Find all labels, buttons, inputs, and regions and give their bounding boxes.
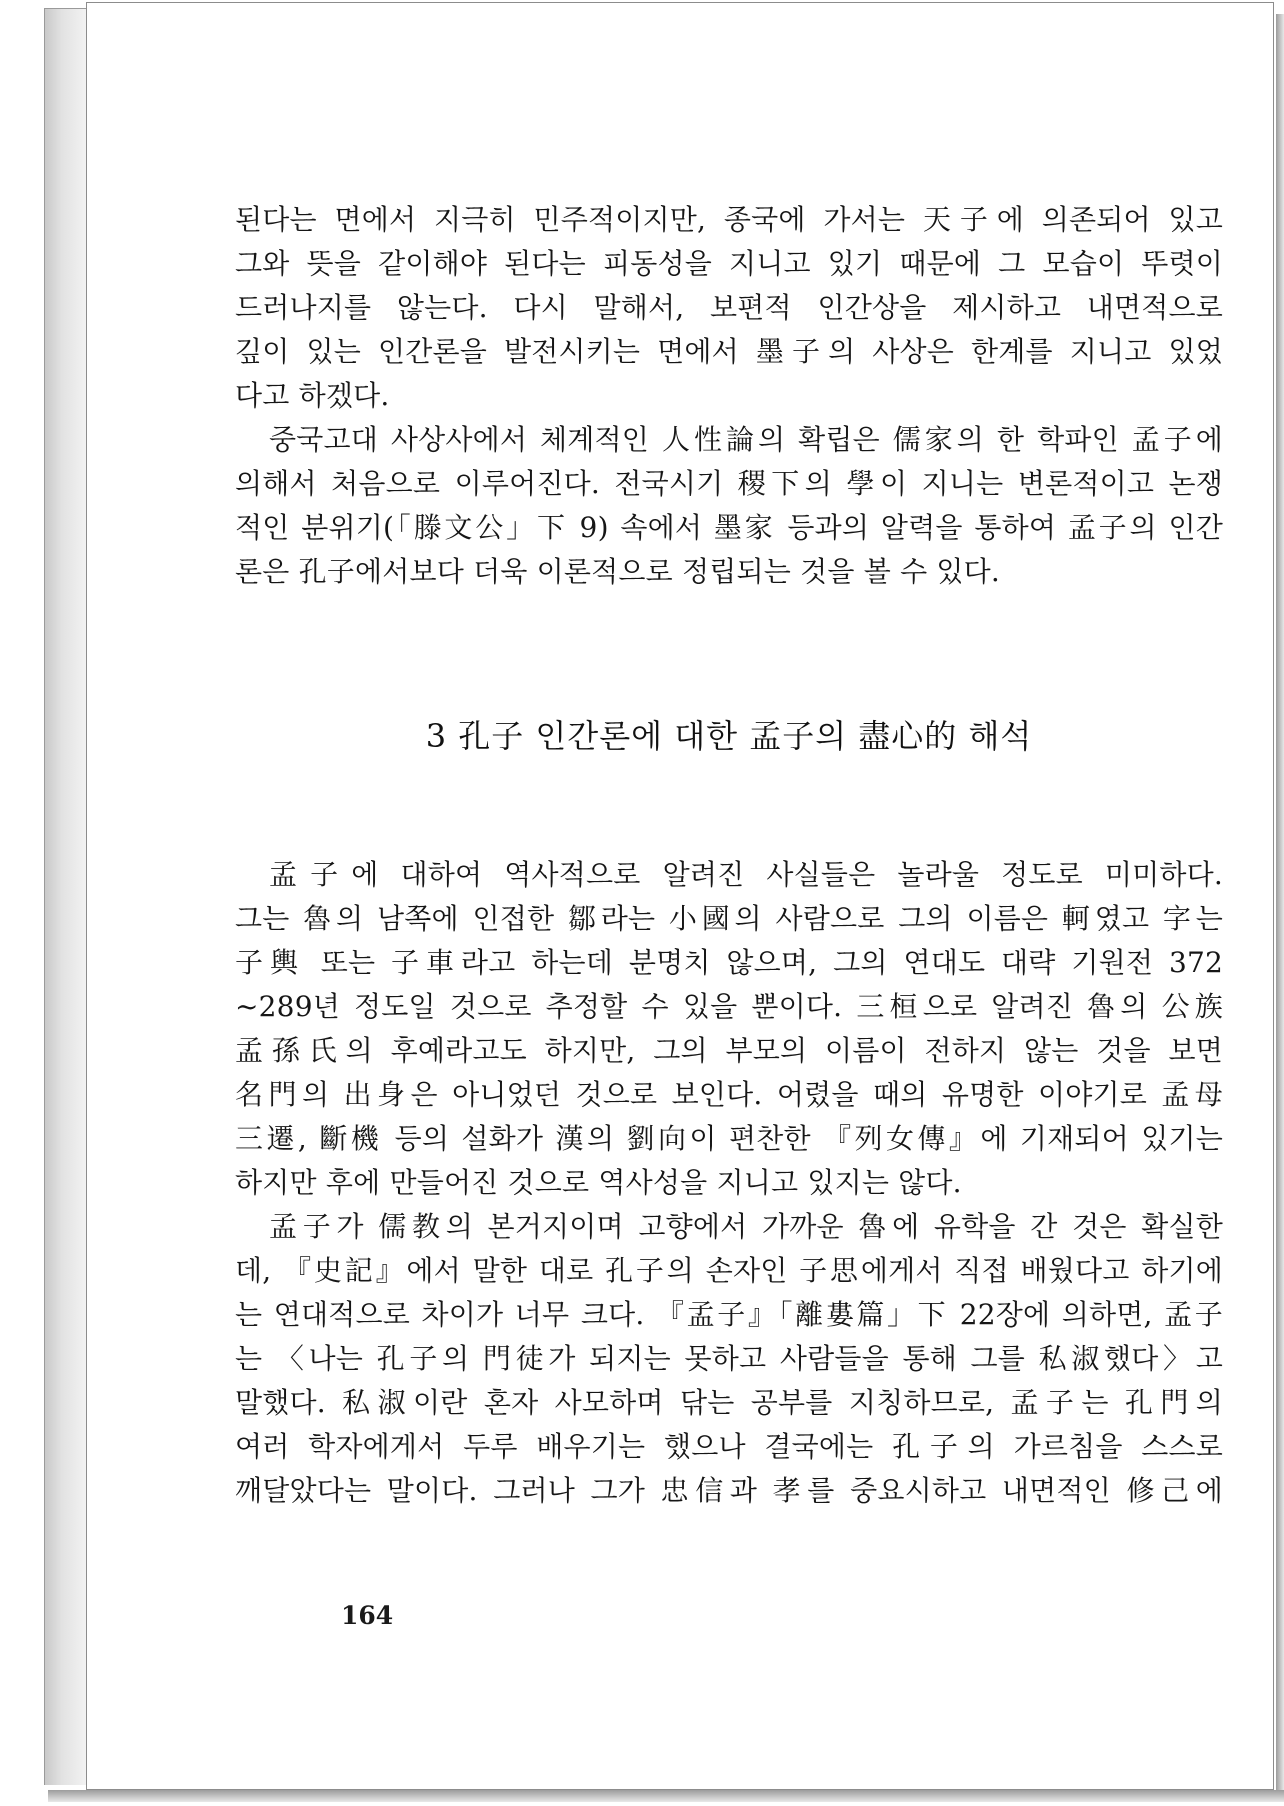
section-heading: 3 孔子 인간론에 대한 孟子의 盡心的 해석 (425, 717, 1033, 755)
text-line: 중국고대 사상사에서 체계적인 人性論의 확립은 儒家의 한 학파인 孟子에 (269, 423, 1223, 456)
page-shadow-right (1276, 14, 1284, 1800)
text-line: 깨달았다는 말이다. 그러나 그가 忠信과 孝를 중요시하고 내면적인 修己에 (235, 1474, 1223, 1507)
section-paragraph-2 (235, 1205, 1223, 1513)
text-line: 된다는 면에서 지극히 민주적이지만, 종국에 가서는 天子에 의존되어 있고 (235, 203, 1223, 236)
text-line: 子輿 또는 子車라고 하는데 분명치 않으며, 그의 연대도 대략 기원전 372 (235, 946, 1223, 979)
page-shadow-bottom (48, 1790, 1284, 1802)
text-line: 孟孫氏의 후예라고도 하지만, 그의 부모의 이름이 전하지 않는 것을 보면 (235, 1034, 1223, 1067)
text-line: 名門의 出身은 아니었던 것으로 보인다. 어렸을 때의 유명한 이야기로 孟母 (235, 1078, 1223, 1111)
text-line: 적인 분위기(「滕文公」下 9) 속에서 墨家 등과의 알력을 통하여 孟子의 인간 (235, 511, 1223, 544)
text-line: 의해서 처음으로 이루어진다. 전국시기 稷下의 學이 지니는 변론적이고 논쟁 (235, 467, 1223, 500)
book-page (86, 2, 1274, 1790)
text-line: 다고 하겠다. (235, 379, 390, 412)
text-line: 하지만 후에 만들어진 것으로 역사성을 지니고 있지는 않다. (235, 1166, 962, 1199)
text-line: 여러 학자에게서 두루 배우기는 했으나 결국에는 孔子의 가르침을 스스로 (235, 1430, 1223, 1463)
text-line: 깊이 있는 인간론을 발전시키는 면에서 墨子의 사상은 한계를 지니고 있었 (235, 335, 1223, 368)
page-number: 164 (341, 1601, 394, 1630)
text-line: 말했다. 私淑이란 혼자 사모하며 닦는 공부를 지칭하므로, 孟子는 孔門의 (235, 1386, 1223, 1419)
intro-paragraph-1 (235, 198, 1223, 418)
intro-text-block (235, 198, 1223, 594)
book-spine-edge (44, 8, 87, 1785)
intro-paragraph-2 (235, 418, 1223, 594)
text-line: 그와 뜻을 같이해야 된다는 피동성을 지니고 있기 때문에 그 모습이 뚜렷이 (235, 247, 1223, 280)
text-line: 드러나지를 않는다. 다시 말해서, 보편적 인간상을 제시하고 내면적으로 (235, 291, 1223, 324)
text-line: 데, 『史記』에서 말한 대로 孔子의 손자인 子思에게서 직접 배웠다고 하기에 (235, 1254, 1223, 1287)
text-line: ~289년 정도일 것으로 추정할 수 있을 뿐이다. 三桓으로 알려진 魯의 公族 (235, 990, 1223, 1023)
text-line: 孟子가 儒教의 본거지이며 고향에서 가까운 魯에 유학을 간 것은 확실한 (269, 1210, 1223, 1243)
text-line: 는 연대적으로 차이가 너무 크다. 『孟子』「離婁篇」下 22장에 의하면, 孟子 (235, 1298, 1223, 1331)
text-line: 三遷, 斷機 등의 설화가 漢의 劉向이 편찬한 『列女傳』에 기재되어 있기는 (235, 1122, 1223, 1155)
section-text-block (235, 853, 1223, 1513)
section-paragraph-1 (235, 853, 1223, 1205)
text-line: 孟子에 대하여 역사적으로 알려진 사실들은 놀라울 정도로 미미하다. (269, 858, 1223, 891)
text-line: 론은 孔子에서보다 더욱 이론적으로 정립되는 것을 볼 수 있다. (235, 555, 1001, 588)
text-line: 는 〈나는 孔子의 門徒가 되지는 못하고 사람들을 통해 그를 私淑했다〉고 (235, 1342, 1223, 1375)
text-line: 그는 魯의 남쪽에 인접한 鄒라는 小國의 사람으로 그의 이름은 軻였고 字는 (235, 902, 1223, 935)
